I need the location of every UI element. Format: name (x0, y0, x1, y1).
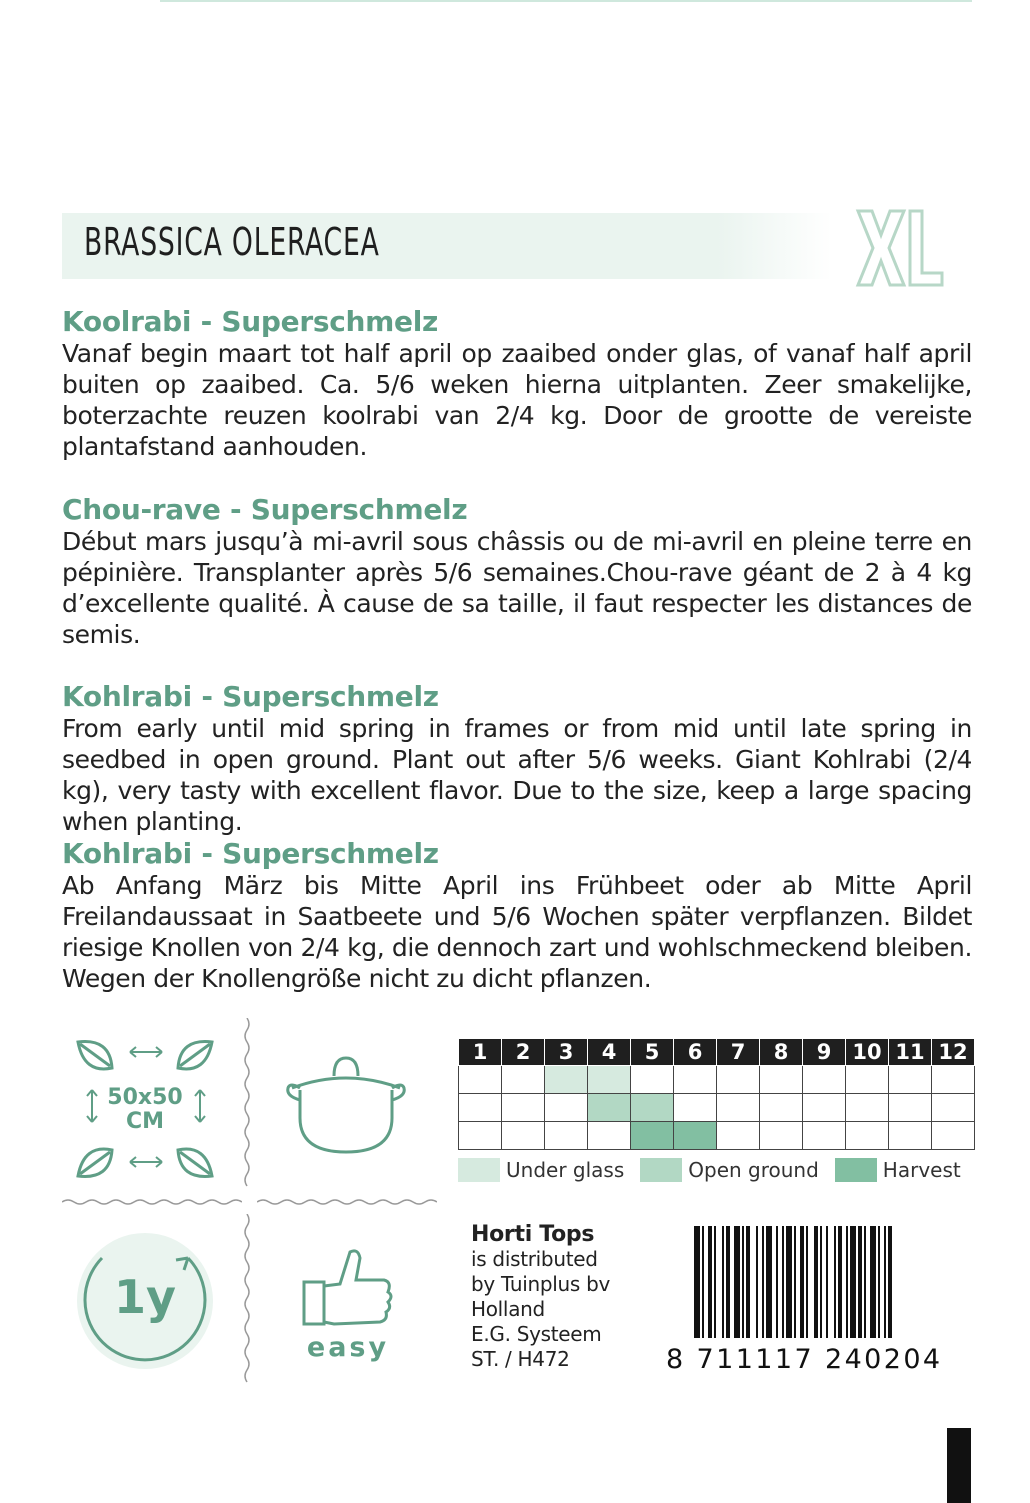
wavy-divider-vertical (243, 1018, 251, 1190)
section-title-dutch: Koolrabi - Superschmelz (62, 305, 439, 338)
pot-icon (282, 1050, 410, 1160)
calendar-cell (717, 1094, 760, 1122)
barcode-bar (834, 1226, 836, 1338)
barcode-bar (846, 1226, 848, 1338)
barcode (690, 1226, 958, 1348)
barcode-bar (878, 1226, 880, 1338)
calendar-cell (459, 1094, 502, 1122)
section-body-dutch: Vanaf begin maart tot half april op zaaibed onder glas, of vanaf half april buiten op zaaibed. Ca. 5/6 weken hierna uitplanten. Zeer smakelijke, boterzachte reuzen koolrabi van 2/4 kg. Door de grootte de vereiste plantafstand aanhouden. (62, 339, 972, 461)
calendar-cell (502, 1066, 545, 1094)
barcode-bar (766, 1226, 772, 1338)
barcode-bar (884, 1226, 886, 1338)
calendar-month-header: 2 (502, 1039, 545, 1066)
calendar-cell (717, 1122, 760, 1150)
legend-swatch-open-ground (640, 1158, 682, 1182)
calendar-cell (889, 1094, 932, 1122)
section-french (62, 494, 972, 650)
calendar-cell (803, 1094, 846, 1122)
barcode-bar (782, 1226, 784, 1338)
legend-label-under-glass: Under glass (506, 1158, 625, 1182)
calendar-cell (760, 1066, 803, 1094)
calendar-cell (459, 1066, 502, 1094)
distributor-line: is distributed (471, 1247, 598, 1271)
difficulty-label: easy (306, 1332, 390, 1363)
xl-size-badge (848, 205, 948, 291)
calendar-cell (674, 1122, 717, 1150)
calendar-cell (502, 1094, 545, 1122)
spacing-icon (70, 1034, 220, 1184)
thumbs-up-icon (300, 1244, 396, 1330)
calendar-legend (458, 1158, 977, 1182)
section-body-french: Début mars jusqu’à mi-avril sous châssis ou de mi-avril en pleine terre en pépinière. Transplanter après 5/6 semaines.Chou-rave géant de 2 à 4 kg d’excellente qualité. À cause de sa taille, il faut respecter les distances de semis. (62, 527, 972, 649)
section-body-german: Ab Anfang März bis Mitte April ins Frühbeet oder ab Mitte April Freilandaussaat in Saatbeete und 5/6 Wochen später verpflanzen. Bildet riesige Knollen von 2/4 kg, die dennoch zart und wohlschmeckend bleiben. Wegen der Knollengröße nicht zu dicht pflanzen. (62, 871, 972, 993)
barcode-bar (776, 1226, 778, 1338)
calendar-cell (760, 1122, 803, 1150)
calendar-cell (588, 1066, 631, 1094)
barcode-bar (742, 1226, 744, 1338)
barcode-bar (814, 1226, 818, 1338)
calendar-cell (588, 1094, 631, 1122)
calendar-month-header: 6 (674, 1039, 717, 1066)
barcode-bar (762, 1226, 764, 1338)
barcode-bar (734, 1226, 740, 1338)
calendar-cell (588, 1122, 631, 1150)
calendar-cell (502, 1122, 545, 1150)
calendar-cell (932, 1122, 975, 1150)
barcode-bar (726, 1226, 730, 1338)
calendar-month-header: 9 (803, 1039, 846, 1066)
calendar-month-header: 3 (545, 1039, 588, 1066)
calendar-cell (889, 1066, 932, 1094)
barcode-bar (850, 1226, 856, 1338)
barcode-bar (806, 1226, 808, 1338)
barcode-bar (794, 1226, 796, 1338)
barcode-bar (858, 1226, 862, 1338)
section-german (62, 838, 972, 994)
barcode-bar (826, 1226, 828, 1338)
calendar-cell (932, 1066, 975, 1094)
black-registration-mark (947, 1428, 971, 1503)
wavy-divider-horizontal (62, 1198, 242, 1206)
legend-swatch-under-glass (458, 1158, 500, 1182)
calendar-cell (803, 1066, 846, 1094)
legend-swatch-harvest (835, 1158, 877, 1182)
calendar-cell (631, 1094, 674, 1122)
difficulty-icon (300, 1244, 396, 1374)
sowing-calendar (458, 1038, 975, 1150)
barcode-bar (870, 1226, 876, 1338)
calendar-cell (803, 1122, 846, 1150)
distributor-info (471, 1222, 610, 1372)
calendar-cell (932, 1094, 975, 1122)
calendar-month-header: 8 (760, 1039, 803, 1066)
calendar-cell (545, 1122, 588, 1150)
calendar-cell (760, 1094, 803, 1122)
spacing-value: 50x50 (107, 1085, 183, 1110)
section-title-french: Chou-rave - Superschmelz (62, 493, 468, 526)
calendar-month-header: 1 (459, 1039, 502, 1066)
distributor-line: ST. / H472 (471, 1347, 570, 1371)
calendar-month-header: 4 (588, 1039, 631, 1066)
xl-badge-text: XL (848, 205, 850, 206)
barcode-bar (694, 1226, 700, 1338)
section-title-english: Kohlrabi - Superschmelz (62, 680, 439, 713)
barcode-bar (800, 1226, 804, 1338)
calendar-cell (846, 1122, 889, 1150)
barcode-bar (702, 1226, 704, 1338)
barcode-bar (838, 1226, 842, 1338)
calendar-cell (846, 1094, 889, 1122)
barcode-bar (864, 1226, 866, 1338)
calendar-cell (889, 1122, 932, 1150)
legend-label-harvest: Harvest (882, 1158, 961, 1182)
calendar-month-header: 7 (717, 1039, 760, 1066)
calendar-month-header: 10 (846, 1039, 889, 1066)
barcode-bar (714, 1226, 716, 1338)
lifecycle-label: 1y (114, 1270, 176, 1324)
calendar-month-header: 12 (932, 1039, 975, 1066)
calendar-cell (674, 1094, 717, 1122)
species-name: BRASSICA OLERACEA (84, 220, 380, 264)
calendar-cell (631, 1066, 674, 1094)
wavy-divider-horizontal (257, 1198, 437, 1206)
barcode-bar (708, 1226, 712, 1338)
section-title-german: Kohlrabi - Superschmelz (62, 837, 439, 870)
lifecycle-icon (72, 1228, 218, 1374)
calendar-cell (459, 1122, 502, 1150)
wavy-divider-vertical (243, 1214, 251, 1390)
calendar-cell (545, 1066, 588, 1094)
barcode-bar (756, 1226, 758, 1338)
legend-label-open-ground: Open ground (688, 1158, 819, 1182)
calendar-cell (674, 1066, 717, 1094)
barcode-bar (746, 1226, 750, 1338)
barcode-number: 8 711117 240204 (666, 1344, 943, 1375)
calendar-month-header: 5 (631, 1039, 674, 1066)
distributor-line: by Tuinplus bv (471, 1272, 611, 1296)
section-dutch (62, 306, 972, 462)
calendar-cell (846, 1066, 889, 1094)
barcode-bar (888, 1226, 892, 1338)
barcode-bar (820, 1226, 822, 1338)
distributor-line: Holland (471, 1297, 545, 1321)
section-english (62, 681, 972, 837)
calendar-month-header: 11 (889, 1039, 932, 1066)
calendar-cell (545, 1094, 588, 1122)
spacing-unit: CM (125, 1109, 165, 1134)
top-border-line (160, 0, 972, 2)
barcode-bar (786, 1226, 792, 1338)
distributor-brand: Horti Tops (471, 1222, 595, 1247)
calendar-cell (631, 1122, 674, 1150)
section-body-english: From early until mid spring in frames or from mid until late spring in seedbed in open ground. Plant out after 5/6 weeks. Giant Kohlrabi (2/4 kg), very tasty with excellent flavor. Due to the size, keep a large spacing when planting. (62, 714, 972, 836)
barcode-bar (722, 1226, 724, 1338)
calendar-cell (717, 1066, 760, 1094)
distributor-line: E.G. Systeem (471, 1322, 602, 1346)
